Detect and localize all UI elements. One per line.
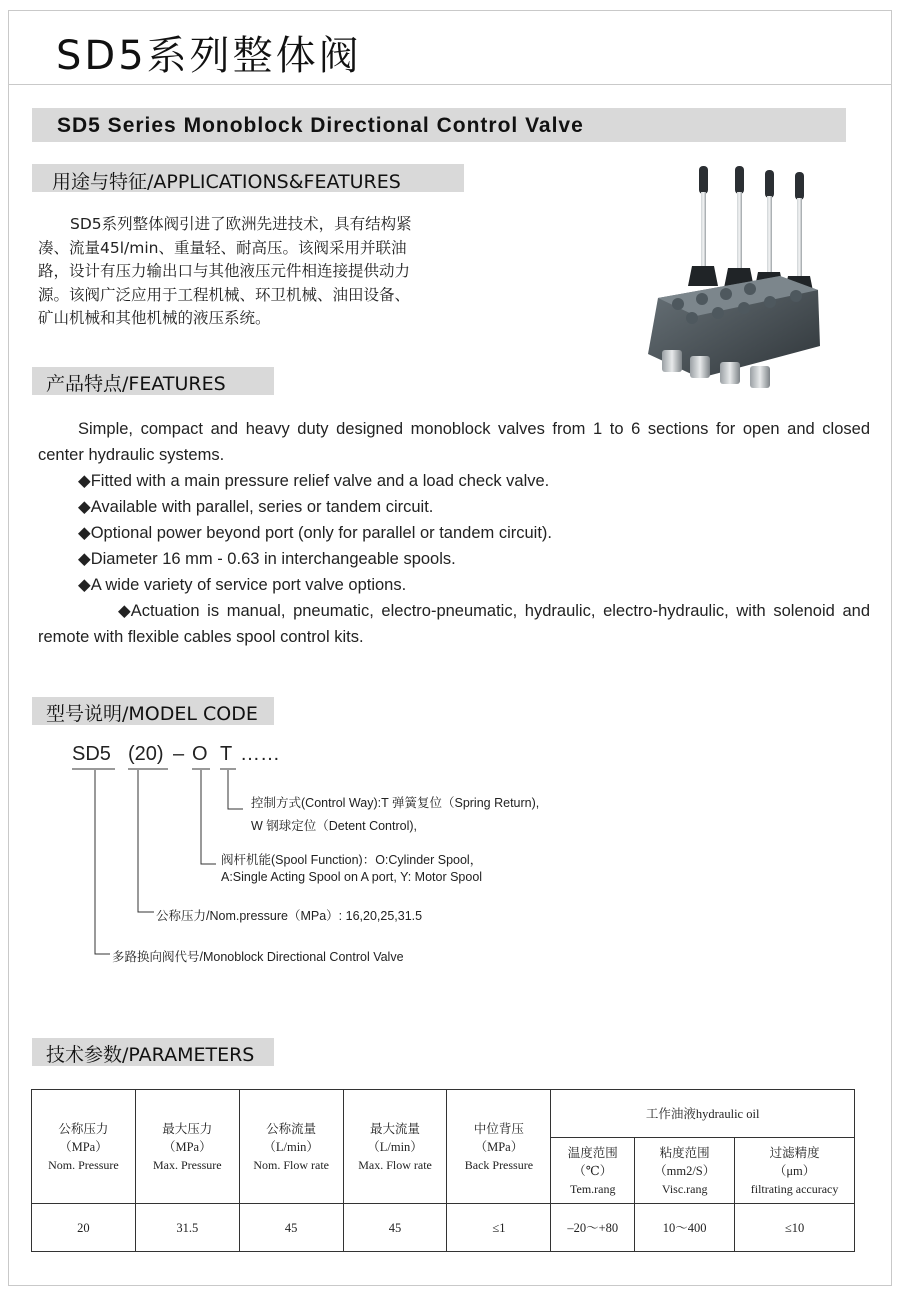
- table-cell: 31.5: [135, 1204, 239, 1252]
- header-cell: 温度范围 （℃） Tem.rang: [551, 1138, 635, 1204]
- applications-line: 路，设计有压力输出口与其他液压元件相连接提供动力: [38, 262, 411, 280]
- header-cell: 粘度范围 （mm2/S） Visc.rang: [635, 1138, 735, 1204]
- header-cell: 公称流量 （L/min） Nom. Flow rate: [239, 1090, 343, 1204]
- header-cell: 中位背压 （MPa） Back Pressure: [447, 1090, 551, 1204]
- section-heading-applications: 用途与特征/APPLICATIONS&FEATURES: [52, 171, 401, 193]
- table-row: [32, 1204, 855, 1252]
- parameters-table: [31, 1089, 855, 1252]
- header-cell: 最大流量 （L/min） Max. Flow rate: [343, 1090, 447, 1204]
- header-cell: 最大压力 （MPa） Max. Pressure: [135, 1090, 239, 1204]
- model-code-pressure: (20): [128, 743, 164, 765]
- table-cell: –20～+80: [551, 1204, 635, 1252]
- header-cell: 公称压力 （MPa） Nom. Pressure: [32, 1090, 136, 1204]
- valve-code-note: 多路换向阀代号/Monoblock Directional Control Valve: [112, 950, 404, 964]
- table-cell: 20: [32, 1204, 136, 1252]
- bullet-diamond-icon: ◆: [78, 550, 91, 568]
- feature-bullet: ◆A wide variety of service port valve options.: [38, 572, 870, 598]
- model-code-sd5: SD5: [72, 743, 111, 765]
- feature-bullet: ◆Available with parallel, series or tandem circuit.: [38, 494, 870, 520]
- bullet-diamond-icon: ◆: [78, 472, 91, 490]
- header-cell: 过滤精度 （μm） filtrating accuracy: [735, 1138, 855, 1204]
- bullet-diamond-icon: ◆: [78, 524, 91, 542]
- pressure-note: 公称压力/Nom.pressure（MPa）: 16,20,25,31.5: [156, 909, 423, 923]
- section-heading-features: 产品特点/FEATURES: [46, 373, 226, 395]
- section-heading-model-code: 型号说明/MODEL CODE: [46, 703, 258, 725]
- page-title: SD5系列整体阀: [56, 33, 362, 79]
- applications-line: 凑、流量45l/min、重量轻、耐高压。该阀采用并联油: [38, 238, 407, 257]
- applications-line: SD5系列整体阀引进了欧洲先进技术，具有结构紧: [70, 215, 412, 233]
- applications-line: 源。该阀广泛应用于工程机械、环卫机械、油田设备、: [38, 285, 411, 304]
- features-intro: Simple, compact and heavy duty designed monoblock valves from 1 to 6 sections for open and closed center hydraulic systems.: [38, 420, 870, 464]
- spool-function-note: 阀杆机能(Spool Function)：O:Cylinder Spool，: [221, 853, 483, 867]
- table-cell: 10～400: [635, 1204, 735, 1252]
- features-text: [38, 416, 870, 650]
- bullet-diamond-icon: ◆: [78, 498, 91, 516]
- bullet-diamond-icon: ◆: [78, 576, 91, 594]
- model-code-control: T: [220, 743, 233, 765]
- model-code-dash: –: [173, 743, 185, 765]
- feature-bullet: ◆Diameter 16 mm - 0.63 in interchangeable spools.: [38, 546, 870, 572]
- model-code-spool: O: [192, 743, 208, 765]
- table-cell: ≤1: [447, 1204, 551, 1252]
- control-way-note-2: W 钢球定位（Detent Control),: [251, 819, 418, 833]
- control-way-note: 控制方式(Control Way):T 弹簧复位（Spring Return),: [251, 796, 540, 810]
- feature-bullet: ◆Optional power beyond port (only for parallel or tandem circuit).: [38, 520, 870, 546]
- applications-paragraph: [38, 213, 468, 331]
- feature-bullet: ◆Fitted with a main pressure relief valve and a load check valve.: [38, 468, 870, 494]
- table-header-row: [32, 1090, 855, 1138]
- hydraulic-oil-header: 工作油液hydraulic oil: [551, 1090, 855, 1138]
- table-cell: ≤10: [735, 1204, 855, 1252]
- section-heading-parameters: 技术参数/PARAMETERS: [46, 1044, 255, 1066]
- valve-product-image: [640, 158, 830, 408]
- spool-function-note-2: A:Single Acting Spool on A port, Y: Motor Spool: [221, 870, 483, 884]
- table-cell: 45: [239, 1204, 343, 1252]
- model-code-ellipsis: ……: [240, 743, 280, 765]
- feature-bullet: ◆Actuation is manual, pneumatic, electro-pneumatic, hydraulic, electro-hydraulic, with solenoid and remote with flexible cables spool control kits.: [38, 598, 870, 650]
- title-divider: [8, 84, 892, 85]
- applications-line: 矿山机械和其他机械的液压系统。: [38, 309, 271, 327]
- bullet-diamond-icon: ◆: [118, 602, 131, 620]
- table-cell: 45: [343, 1204, 447, 1252]
- series-title: SD5 Series Monoblock Directional Control Valve: [57, 114, 584, 137]
